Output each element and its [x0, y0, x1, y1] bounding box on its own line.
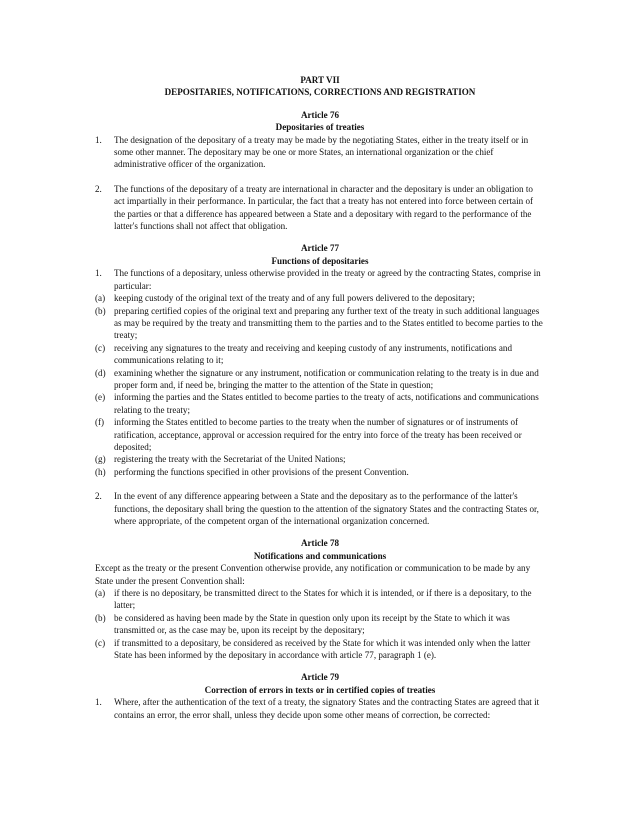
list-item-marker: (a)	[95, 293, 106, 304]
list-item-text: performing the functions specified in other provisions of the present Convention.	[114, 466, 409, 477]
article-title: Correction of errors in texts or in certified copies of treaties	[204, 684, 436, 695]
list-item-text: be considered as having been made by the State in question only upon its receipt by the State to which it was transmitted or, as the case may be, upon its receipt by the depositary;	[114, 612, 510, 636]
paragraph-text: Where, after the authentication of the text of a treaty, the signatory States and the contracting States are agreed that it contains an error, the error shall, unless they decide upon some other means of correction, be corrected:	[114, 697, 540, 720]
paragraph-marker: 2.	[95, 183, 102, 194]
paragraph	[95, 183, 545, 233]
list-item-marker: (c)	[95, 342, 106, 353]
article-title: Depositaries of treaties	[275, 122, 365, 133]
list-item-marker: (e)	[95, 392, 106, 403]
paragraph	[95, 696, 545, 721]
paragraph	[95, 490, 545, 527]
list-item-marker: (b)	[95, 305, 106, 316]
paragraph-marker: 1.	[95, 697, 102, 708]
list-item-marker: (g)	[95, 454, 106, 465]
list-item-text: if transmitted to a depositary, be considered as received by the State for which it was intended only when the latter State has been informed by the depositary in accordance with article 77, paragraph 1 (e).	[114, 637, 531, 661]
list-item-marker: (f)	[95, 417, 105, 428]
article-number: Article 76	[300, 109, 340, 120]
paragraph	[95, 134, 545, 171]
list-item	[95, 637, 545, 662]
list-item	[95, 466, 545, 478]
paragraph-text: In the event of any difference appearing between a State and the depositary as to the performance of the latter's functions, the depositary shall bring the question to the attention of the signatory States and the contracting States or, where appropriate, of the competent organ of the international organization concerned.	[114, 491, 539, 526]
paragraph-marker: 2.	[95, 491, 102, 502]
list-item	[95, 453, 545, 465]
part-title: PART VII	[300, 75, 340, 85]
article-77	[95, 242, 545, 527]
article-number: Article 79	[300, 672, 340, 683]
article-76	[95, 109, 545, 233]
list-item-text: informing the States entitled to become parties to the treaty when the number of signatures or of instruments of ratification, acceptance, approval or accession required for the entry into force of the treaty has been received or deposited;	[114, 417, 522, 452]
article-intro: Except as the treaty or the present Convention otherwise provide, any notification or communication to be made by any State under the present Convention shall:	[95, 563, 531, 586]
list-item-marker: (h)	[95, 466, 106, 477]
paragraph-marker: 1.	[95, 268, 102, 279]
list-item	[95, 612, 545, 637]
article-number: Article 77	[300, 243, 340, 254]
list-item-text: receiving any signatures to the treaty and receiving and keeping custody of any instruments, notifications and communications relating to it;	[114, 342, 512, 366]
paragraph	[95, 267, 545, 292]
article-number: Article 78	[300, 538, 340, 549]
list-item	[95, 292, 545, 304]
article-79	[95, 671, 545, 721]
list-item-text: preparing certified copies of the original text and preparing any further text of the treaty in such additional languages as may be required by the treaty and transmitting them to the parties and to the States entitled to become parties to the treaty;	[114, 305, 543, 341]
list-item	[95, 305, 545, 342]
list-item	[95, 416, 545, 453]
list-item-text: examining whether the signature or any instrument, notification or communication relating to the treaty is in due and proper form and, if need be, bringing the matter to the attention of the State in question;	[114, 367, 539, 390]
list-item-text: keeping custody of the original text of the treaty and of any full powers delivered to the depositary;	[114, 293, 475, 304]
list-item-marker: (c)	[95, 637, 106, 648]
list-item-marker: (a)	[95, 588, 106, 599]
list-item-marker: (b)	[95, 612, 106, 623]
paragraph-text: The designation of the depositary of a treaty may be made by the negotiating States, either in the treaty itself or in some other manner. The depositary may be one or more States, an international organization or the chief administrative officer of the organization.	[114, 134, 529, 170]
paragraph-text: The functions of a depositary, unless otherwise provided in the treaty or agreed by the contracting States, comprise in particular:	[114, 268, 541, 291]
paragraph-marker: 1.	[95, 134, 102, 145]
list-item	[95, 391, 545, 416]
list-item	[95, 587, 545, 612]
part-subtitle: DEPOSITARIES, NOTIFICATIONS, CORRECTIONS AND REGISTRATION	[164, 87, 476, 98]
list-item	[95, 367, 545, 392]
document-page	[95, 74, 545, 721]
list-item-text: if there is no depositary, be transmitted direct to the States for which it is intended, or if there is a depositary, to the latter;	[114, 588, 532, 611]
list-item-text: registering the treaty with the Secretariat of the United Nations;	[114, 454, 346, 465]
list-item	[95, 342, 545, 367]
list-item-marker: (d)	[95, 367, 106, 378]
paragraph-text: The functions of the depositary of a treaty are international in character and the depositary is under an obligation to act impartially in their performance. In particular, the fact that a treaty has not entered into force between certain of the parties or that a difference has appeared between a State and a depositary with regard to the performance of the latter's functions shall not affect that obligation.	[114, 183, 534, 232]
list-item-text: informing the parties and the States entitled to become parties to the treaty of acts, notifications and communications relating to the treaty;	[114, 392, 539, 415]
article-78	[95, 537, 545, 661]
article-title: Functions of depositaries	[271, 255, 369, 266]
article-title: Notifications and communications	[253, 550, 387, 561]
